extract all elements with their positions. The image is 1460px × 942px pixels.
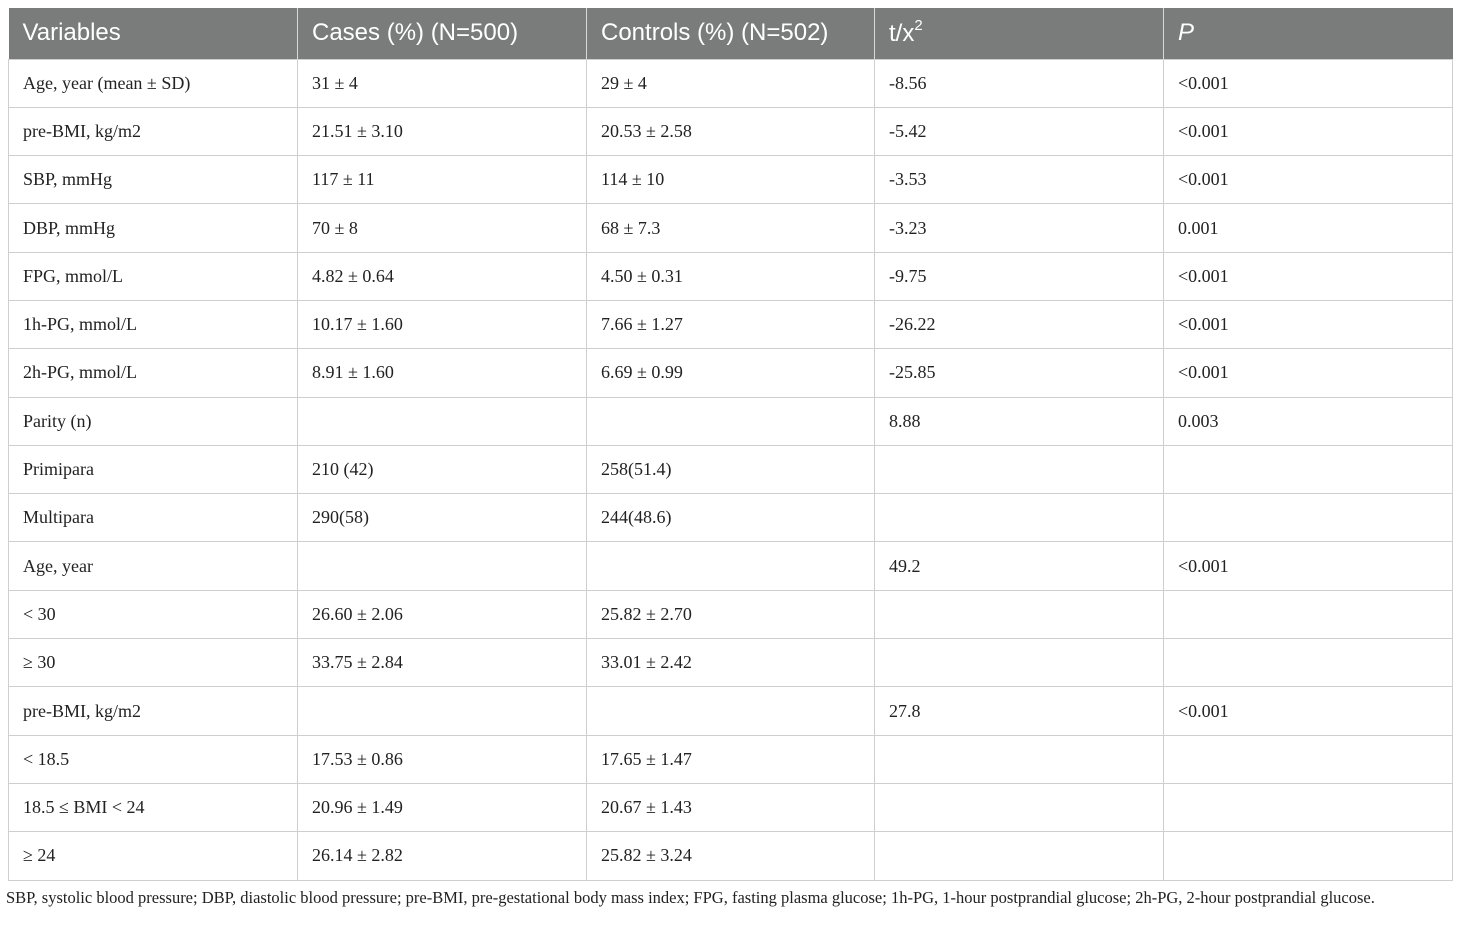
p-value-cell	[1164, 783, 1453, 831]
table-footnote: SBP, systolic blood pressure; DBP, diastolic blood pressure; pre-BMI, pre-gestational body mass index; FPG, fasting plasma glucose; 1h-PG, 1-hour postprandial glucose; 2h-PG, 2-hour postprandial glucose.	[6, 888, 1375, 907]
column-header-cases: Cases (%) (N=500)	[298, 8, 587, 59]
variable-cell: ≥ 24	[9, 832, 298, 880]
variable-cell: 18.5 ≤ BMI < 24	[9, 783, 298, 831]
p-value-cell: <0.001	[1164, 59, 1453, 107]
variable-cell: ≥ 30	[9, 639, 298, 687]
controls-cell: 25.82 ± 2.70	[587, 590, 875, 638]
variable-cell: pre-BMI, kg/m2	[9, 107, 298, 155]
test-statistic-cell	[875, 590, 1164, 638]
test-statistic-cell: -3.53	[875, 156, 1164, 204]
variable-cell: 2h-PG, mmol/L	[9, 349, 298, 397]
controls-cell: 20.67 ± 1.43	[587, 783, 875, 831]
table-row	[9, 735, 1453, 783]
cases-cell: 290(58)	[298, 494, 587, 542]
variable-cell: Primipara	[9, 445, 298, 493]
table-body	[9, 59, 1453, 880]
table-row	[9, 445, 1453, 493]
column-header-variables: Variables	[9, 8, 298, 59]
column-header-test-statistic: $t/x^2$	[875, 8, 1164, 59]
cases-cell: 31 ± 4	[298, 59, 587, 107]
variable-cell: DBP, mmHg	[9, 204, 298, 252]
table-row	[9, 107, 1453, 155]
test-statistic-cell: -25.85	[875, 349, 1164, 397]
table-row	[9, 252, 1453, 300]
p-value-cell: <0.001	[1164, 542, 1453, 590]
controls-cell: 29 ± 4	[587, 59, 875, 107]
table-header-row	[9, 8, 1453, 59]
table-row	[9, 397, 1453, 445]
variable-cell: pre-BMI, kg/m2	[9, 687, 298, 735]
test-statistic-cell: 49.2	[875, 542, 1164, 590]
p-value-cell: <0.001	[1164, 687, 1453, 735]
table-row	[9, 590, 1453, 638]
variable-cell: Age, year (mean ± SD)	[9, 59, 298, 107]
test-statistic-cell	[875, 832, 1164, 880]
p-value-cell: <0.001	[1164, 300, 1453, 348]
p-value-cell	[1164, 494, 1453, 542]
table-row	[9, 204, 1453, 252]
p-value-cell: <0.001	[1164, 252, 1453, 300]
controls-cell: 17.65 ± 1.47	[587, 735, 875, 783]
test-statistic-cell	[875, 639, 1164, 687]
test-statistic-cell	[875, 494, 1164, 542]
controls-cell: 33.01 ± 2.42	[587, 639, 875, 687]
cases-cell: 8.91 ± 1.60	[298, 349, 587, 397]
p-value-cell	[1164, 590, 1453, 638]
test-statistic-cell: -5.42	[875, 107, 1164, 155]
test-statistic-cell: 27.8	[875, 687, 1164, 735]
test-statistic-cell	[875, 783, 1164, 831]
controls-cell	[587, 397, 875, 445]
table-row	[9, 832, 1453, 880]
table-row	[9, 59, 1453, 107]
variable-cell: Multipara	[9, 494, 298, 542]
cases-cell: 10.17 ± 1.60	[298, 300, 587, 348]
cases-cell: 20.96 ± 1.49	[298, 783, 587, 831]
p-value-cell	[1164, 832, 1453, 880]
cases-cell: 26.14 ± 2.82	[298, 832, 587, 880]
column-header-p-value: P	[1164, 8, 1453, 59]
p-value-cell: 0.001	[1164, 204, 1453, 252]
controls-cell: 20.53 ± 2.58	[587, 107, 875, 155]
variable-cell: FPG, mmol/L	[9, 252, 298, 300]
cases-cell: 210 (42)	[298, 445, 587, 493]
column-header-controls: Controls (%) (N=502)	[587, 8, 875, 59]
variable-cell: < 18.5	[9, 735, 298, 783]
p-value-cell	[1164, 735, 1453, 783]
test-statistic-cell	[875, 445, 1164, 493]
data-table	[8, 8, 1453, 881]
variable-cell: < 30	[9, 590, 298, 638]
cases-cell: 21.51 ± 3.10	[298, 107, 587, 155]
table-row	[9, 156, 1453, 204]
controls-cell: 114 ± 10	[587, 156, 875, 204]
cases-cell	[298, 397, 587, 445]
controls-cell: 7.66 ± 1.27	[587, 300, 875, 348]
variable-cell: Parity (n)	[9, 397, 298, 445]
controls-cell: 258(51.4)	[587, 445, 875, 493]
superscript-two: 2	[914, 16, 923, 34]
table-row	[9, 783, 1453, 831]
p-value-cell	[1164, 639, 1453, 687]
p-value-cell: <0.001	[1164, 156, 1453, 204]
test-statistic-cell: -9.75	[875, 252, 1164, 300]
cases-cell: 26.60 ± 2.06	[298, 590, 587, 638]
cases-cell	[298, 542, 587, 590]
controls-cell: 6.69 ± 0.99	[587, 349, 875, 397]
cases-cell: 117 ± 11	[298, 156, 587, 204]
variable-cell: SBP, mmHg	[9, 156, 298, 204]
p-value-cell: <0.001	[1164, 107, 1453, 155]
controls-cell	[587, 542, 875, 590]
test-statistic-cell: -26.22	[875, 300, 1164, 348]
cases-cell	[298, 687, 587, 735]
variable-cell: 1h-PG, mmol/L	[9, 300, 298, 348]
test-statistic-cell: 8.88	[875, 397, 1164, 445]
test-statistic-cell: -3.23	[875, 204, 1164, 252]
test-statistic-cell: -8.56	[875, 59, 1164, 107]
cases-cell: 17.53 ± 0.86	[298, 735, 587, 783]
cases-cell: 33.75 ± 2.84	[298, 639, 587, 687]
cases-cell: 70 ± 8	[298, 204, 587, 252]
table-row	[9, 494, 1453, 542]
controls-cell: 25.82 ± 3.24	[587, 832, 875, 880]
p-value-cell: 0.003	[1164, 397, 1453, 445]
table-row	[9, 639, 1453, 687]
test-statistic-cell	[875, 735, 1164, 783]
controls-cell: 244(48.6)	[587, 494, 875, 542]
data-table-container	[8, 8, 1452, 881]
table-row	[9, 300, 1453, 348]
controls-cell: 68 ± 7.3	[587, 204, 875, 252]
controls-cell	[587, 687, 875, 735]
table-row	[9, 687, 1453, 735]
controls-cell: 4.50 ± 0.31	[587, 252, 875, 300]
cases-cell: 4.82 ± 0.64	[298, 252, 587, 300]
table-row	[9, 542, 1453, 590]
table-row	[9, 349, 1453, 397]
p-value-cell	[1164, 445, 1453, 493]
p-value-cell: <0.001	[1164, 349, 1453, 397]
variable-cell: Age, year	[9, 542, 298, 590]
